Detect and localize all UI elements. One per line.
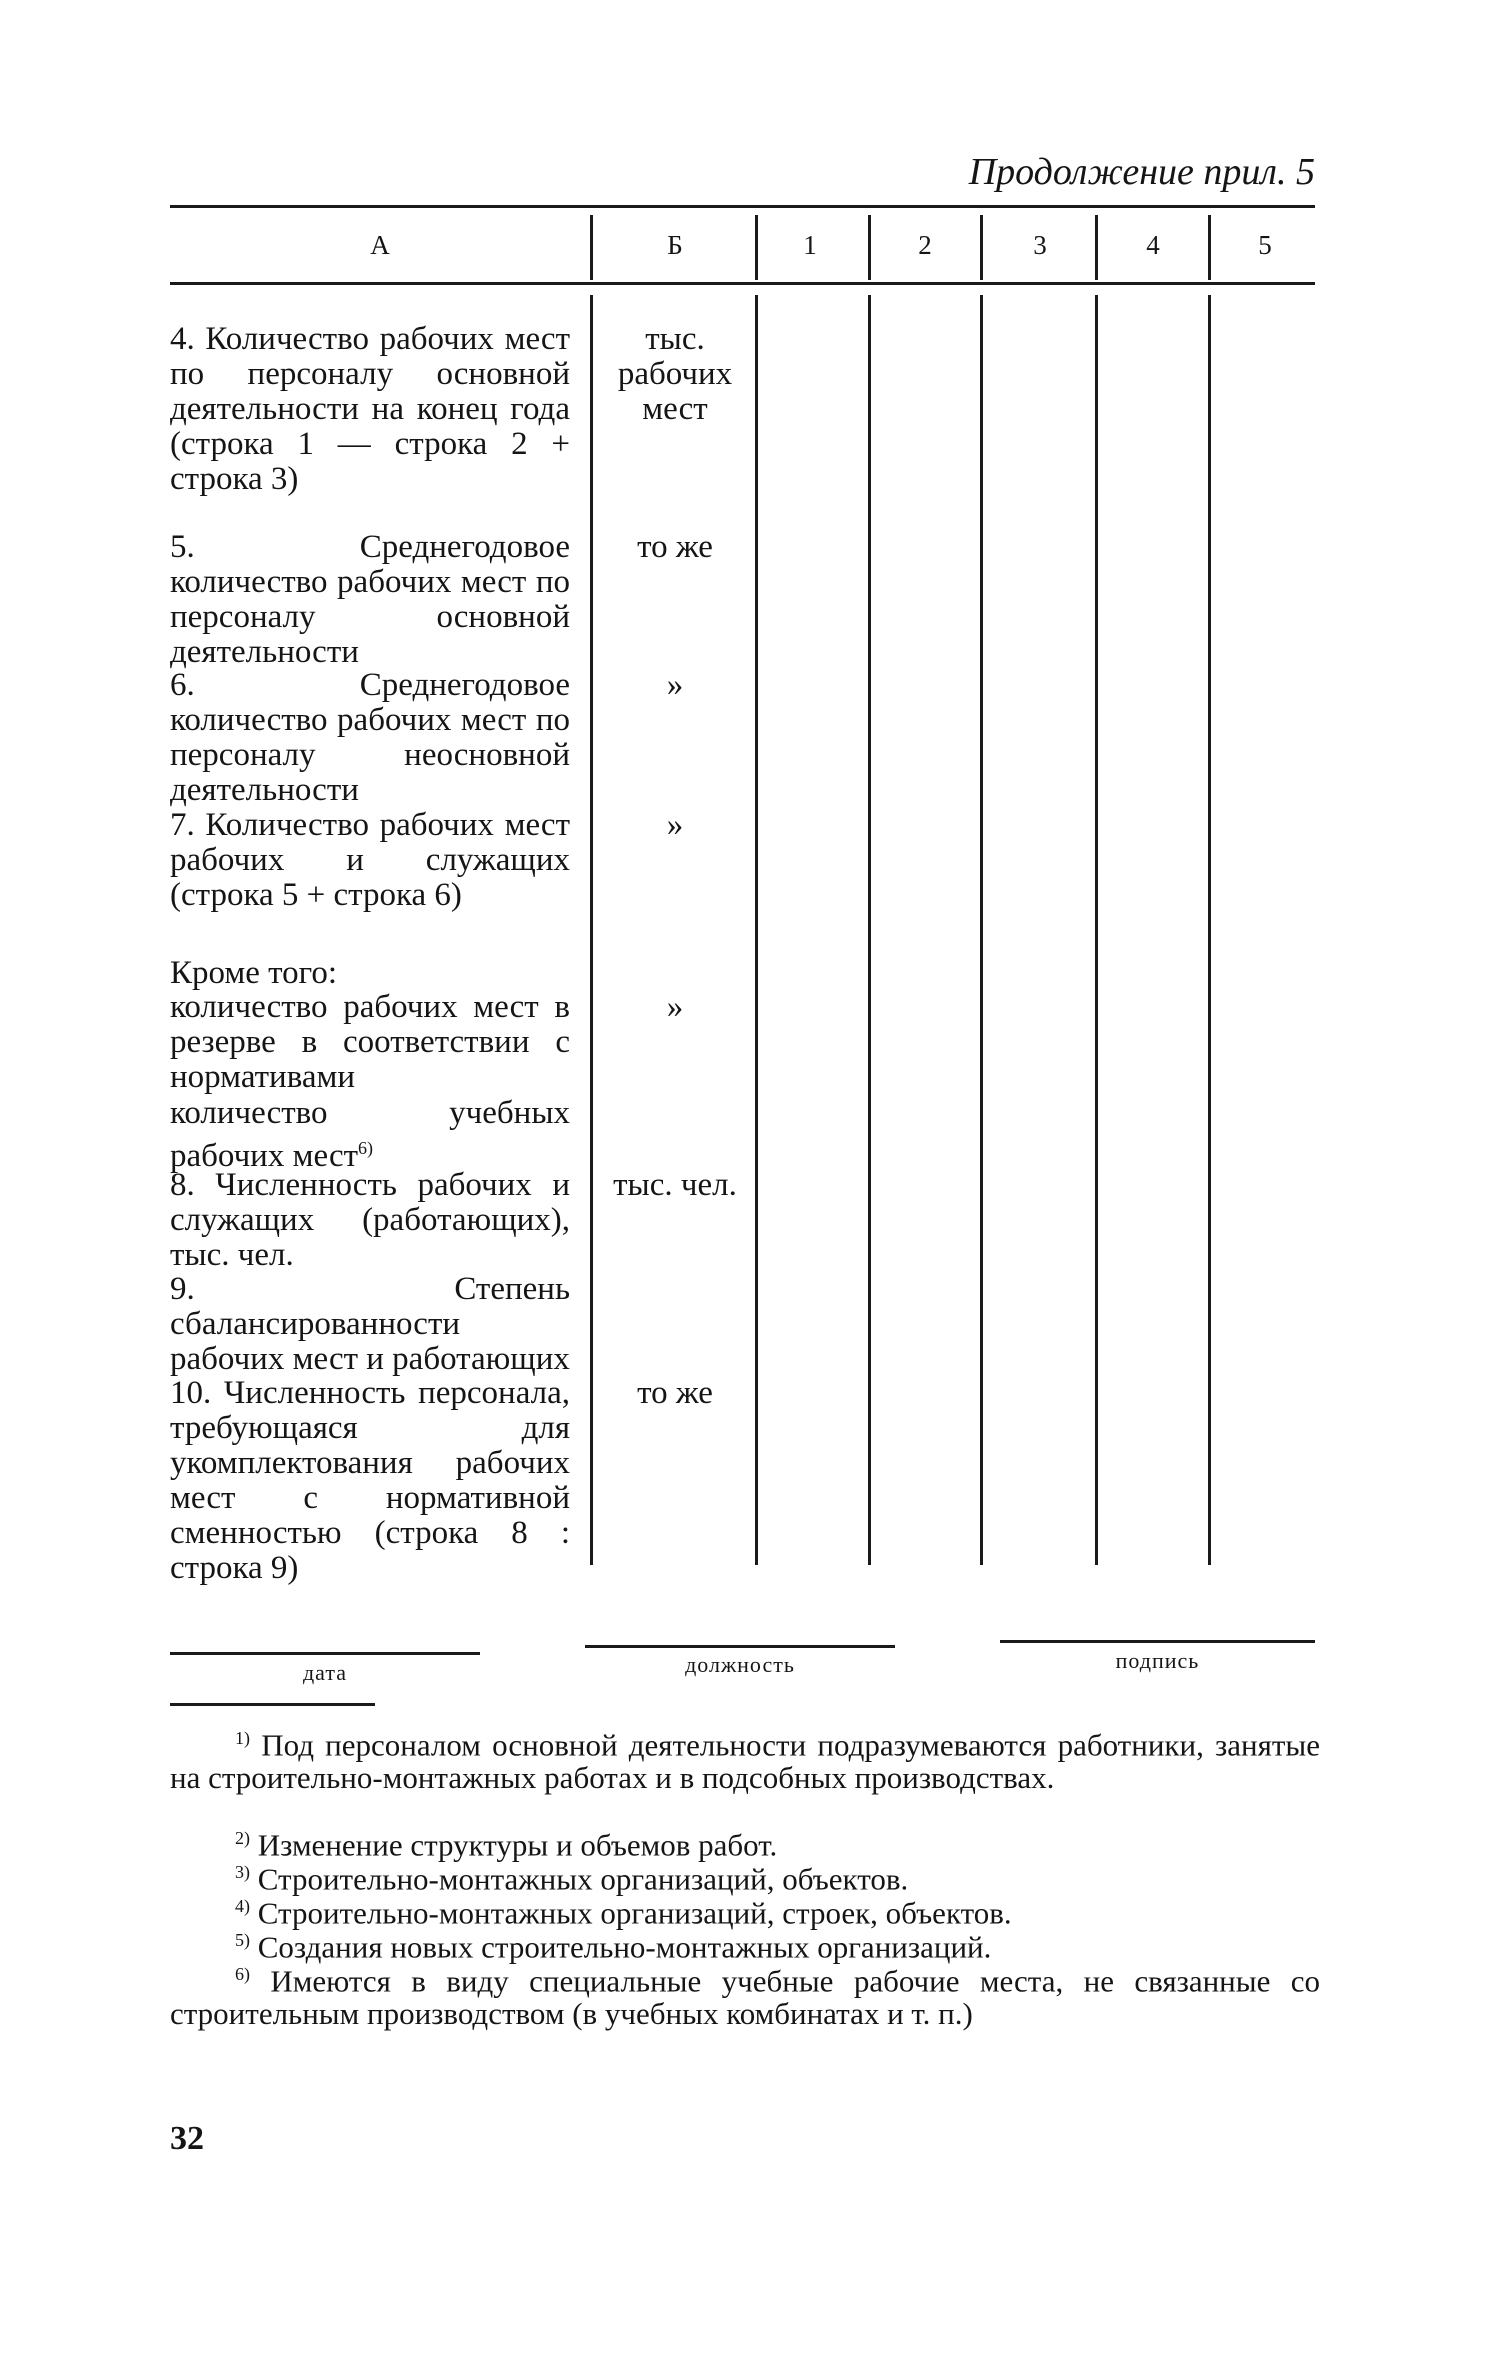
page-number: 32	[170, 2120, 204, 2157]
col-header-1: 1	[803, 230, 817, 260]
row-8-unit: тыс. чел.	[613, 1167, 737, 1203]
col-header-4: 4	[1146, 230, 1160, 260]
col-divider-3-4	[1095, 215, 1098, 280]
col-header-b: Б	[667, 230, 683, 260]
footnote-separator	[170, 1703, 375, 1706]
col-divider-1-2	[868, 215, 871, 280]
row-7-unit: »	[666, 807, 684, 843]
footnote-6	[170, 1958, 1320, 2030]
footnote-4-text: Строительно-монтажных организаций, строек, объектов.	[257, 1895, 1012, 1931]
row-reserve-indicator: количество рабочих мест в резерве в соответствии с нормативами	[170, 989, 570, 1095]
footnote-5-mark: 5)	[235, 1930, 250, 1950]
row-4-indicator: 4. Количество рабочих мест по персоналу основной деятельности на конец года (строка 1 — строка 2 + строка 3)	[170, 321, 570, 497]
footnote-ref-6: 6)	[358, 1138, 374, 1158]
date-line	[170, 1652, 480, 1655]
footnote-1-mark: 1)	[235, 1728, 250, 1748]
row-training-indicator	[170, 1096, 570, 1174]
footnote-4-mark: 4)	[235, 1896, 250, 1916]
footnote-2-mark: 2)	[235, 1828, 250, 1848]
row-5-indicator: 5. Среднегодовое количество рабочих мест по персоналу основной деятельности	[170, 529, 570, 670]
footnote-6-text: Имеются в виду специальные учебные рабочие места, не связанные со строительным производством (в учебных комбинатах и т. п.)	[170, 1963, 1321, 2032]
signature-label: подпись	[1115, 1648, 1200, 1673]
footnote-3-text: Строительно-монтажных организаций, объектов.	[257, 1861, 909, 1897]
body-divider-3-4	[1095, 295, 1098, 1565]
table-top-rule	[170, 205, 1315, 208]
col-divider-2-3	[980, 215, 983, 280]
body-divider-1-2	[868, 295, 871, 1565]
position-label: должность	[685, 1652, 795, 1677]
footnote-6-mark: 6)	[235, 1964, 250, 1984]
row-training-text: количество учебных рабочих мест	[170, 1095, 570, 1174]
col-header-3: 3	[1033, 230, 1047, 260]
continuation-title: Продолжение прил. 5	[968, 151, 1315, 193]
footnote-1-text: Под персоналом основной деятельности подразумеваются работники, занятые на строительно-монтажных работах и в подсобных производствах.	[170, 1727, 1321, 1796]
col-header-5: 5	[1258, 230, 1272, 260]
col-header-2: 2	[918, 230, 932, 260]
col-divider-4-5	[1208, 215, 1211, 280]
footnote-1	[170, 1722, 1320, 1794]
signature-line	[1000, 1640, 1315, 1643]
body-divider-2-3	[980, 295, 983, 1565]
body-divider-4-5	[1208, 295, 1211, 1565]
body-divider-a-b	[590, 295, 593, 1565]
col-divider-b-1	[755, 215, 758, 280]
table-header-rule	[170, 282, 1315, 285]
footnote-3-mark: 3)	[235, 1862, 250, 1882]
footnote-5-text: Создания новых строительно-монтажных организаций.	[257, 1929, 992, 1965]
row-reserve-unit: »	[666, 989, 684, 1025]
row-10-unit: то же	[637, 1375, 713, 1411]
row-10-indicator: 10. Численность персонала, требующаяся для укомплектования рабочих мест с нормативной сменностью (строка 8 : строка 9)	[170, 1375, 570, 1586]
row-5-unit: то же	[637, 529, 713, 565]
date-label: дата	[302, 1660, 348, 1685]
body-divider-b-1	[755, 295, 758, 1565]
row-7-indicator: 7. Количество рабочих мест рабочих и служащих (строка 5 + строка 6)	[170, 807, 570, 913]
row-4-unit: тыс. рабочих мест	[617, 321, 733, 427]
row-9-indicator: 9. Степень сбалансированности рабочих мест и работающих	[170, 1271, 570, 1377]
footnote-2-text: Изменение структуры и объемов работ.	[257, 1827, 778, 1863]
col-divider-a-b	[590, 215, 593, 280]
col-header-a: А	[370, 230, 390, 260]
row-6-indicator: 6. Среднегодовое количество рабочих мест по персоналу неосновной деятельности	[170, 667, 570, 808]
row-8-indicator: 8. Численность рабочих и служащих (работающих), тыс. чел.	[170, 1167, 570, 1273]
row-besides-indicator: Кроме того:	[170, 955, 338, 991]
row-6-unit: »	[666, 667, 684, 703]
position-line	[585, 1645, 895, 1648]
